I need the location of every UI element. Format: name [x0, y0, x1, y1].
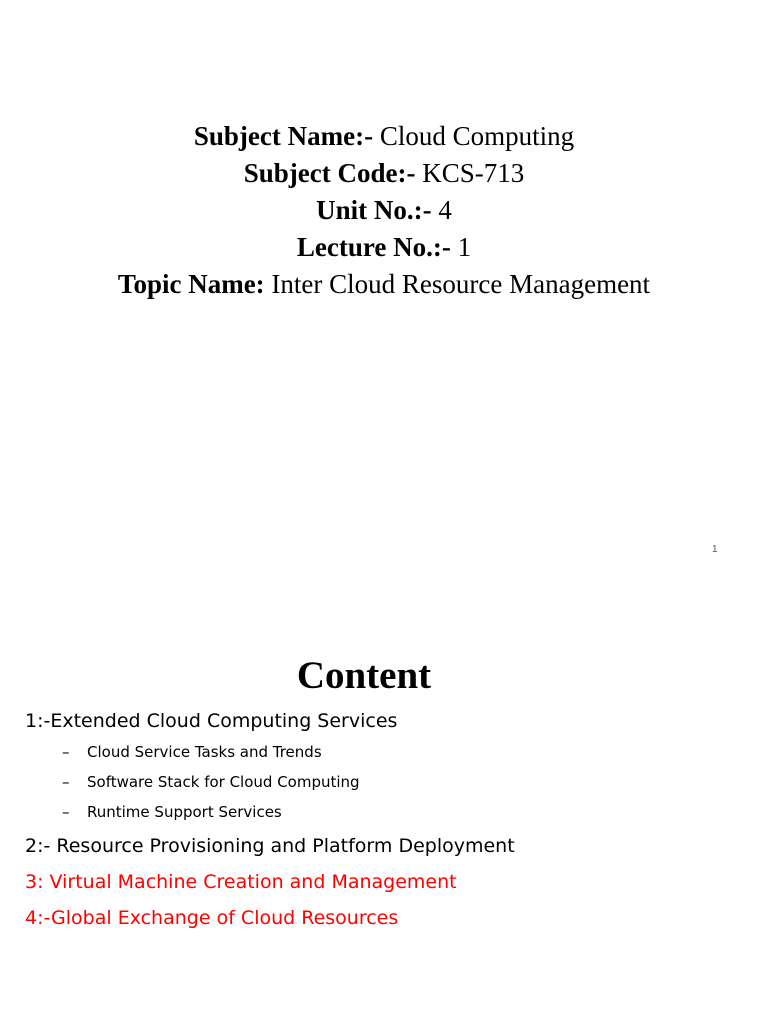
dash-bullet: –: [62, 743, 70, 761]
content-subitem-text: Software Stack for Cloud Computing: [87, 773, 360, 791]
dash-bullet: –: [62, 803, 70, 821]
content-subitem: [25, 797, 745, 827]
content-heading: Content: [296, 654, 432, 697]
subject-code-sep: :-: [397, 158, 423, 188]
dash-bullet: –: [62, 773, 70, 791]
unit-no-value: 4: [438, 195, 452, 225]
lecture-no-value: 1: [457, 232, 472, 262]
content-item-1: 1:-Extended Cloud Computing Services: [25, 710, 398, 732]
item-spacer: [25, 933, 745, 939]
content-slide: [0, 586, 768, 1024]
unit-no-sep: .:-: [406, 195, 439, 225]
subject-code-value: KCS-713: [422, 158, 525, 188]
content-item-2: 2:- Resource Provisioning and Platform Deployment: [25, 835, 515, 857]
title-block: [0, 118, 768, 303]
topic-name-line: [0, 266, 768, 303]
content-subitem-text: Cloud Service Tasks and Trends: [87, 743, 322, 761]
subject-name-sep: :-: [355, 121, 380, 151]
subject-name-value: Cloud Computing: [379, 121, 575, 151]
subject-name-label: Subject Name: [193, 121, 356, 151]
content-list: [25, 706, 745, 939]
lecture-no-line: [0, 229, 768, 266]
unit-no-label: Unit No: [316, 195, 407, 225]
subject-code-line: [0, 155, 768, 192]
content-subitem-text: Runtime Support Services: [87, 803, 282, 821]
topic-name-value: Inter Cloud Resource Management: [271, 269, 651, 299]
subject-name-line: [0, 118, 768, 155]
content-subitem: [25, 737, 745, 767]
content-sublist: [25, 737, 745, 827]
topic-name-label: Topic Name:: [117, 269, 265, 299]
unit-no-line: [0, 192, 768, 229]
subject-code-label: Subject Code: [243, 158, 398, 188]
page-number: 1: [712, 544, 718, 555]
content-item-3: 3: Virtual Machine Creation and Management: [25, 871, 457, 893]
content-subitem: [25, 767, 745, 797]
lecture-no-sep: .:-: [426, 232, 458, 262]
content-item-4: 4:-Global Exchange of Cloud Resources: [25, 907, 399, 929]
lecture-no-label: Lecture No: [296, 232, 427, 262]
